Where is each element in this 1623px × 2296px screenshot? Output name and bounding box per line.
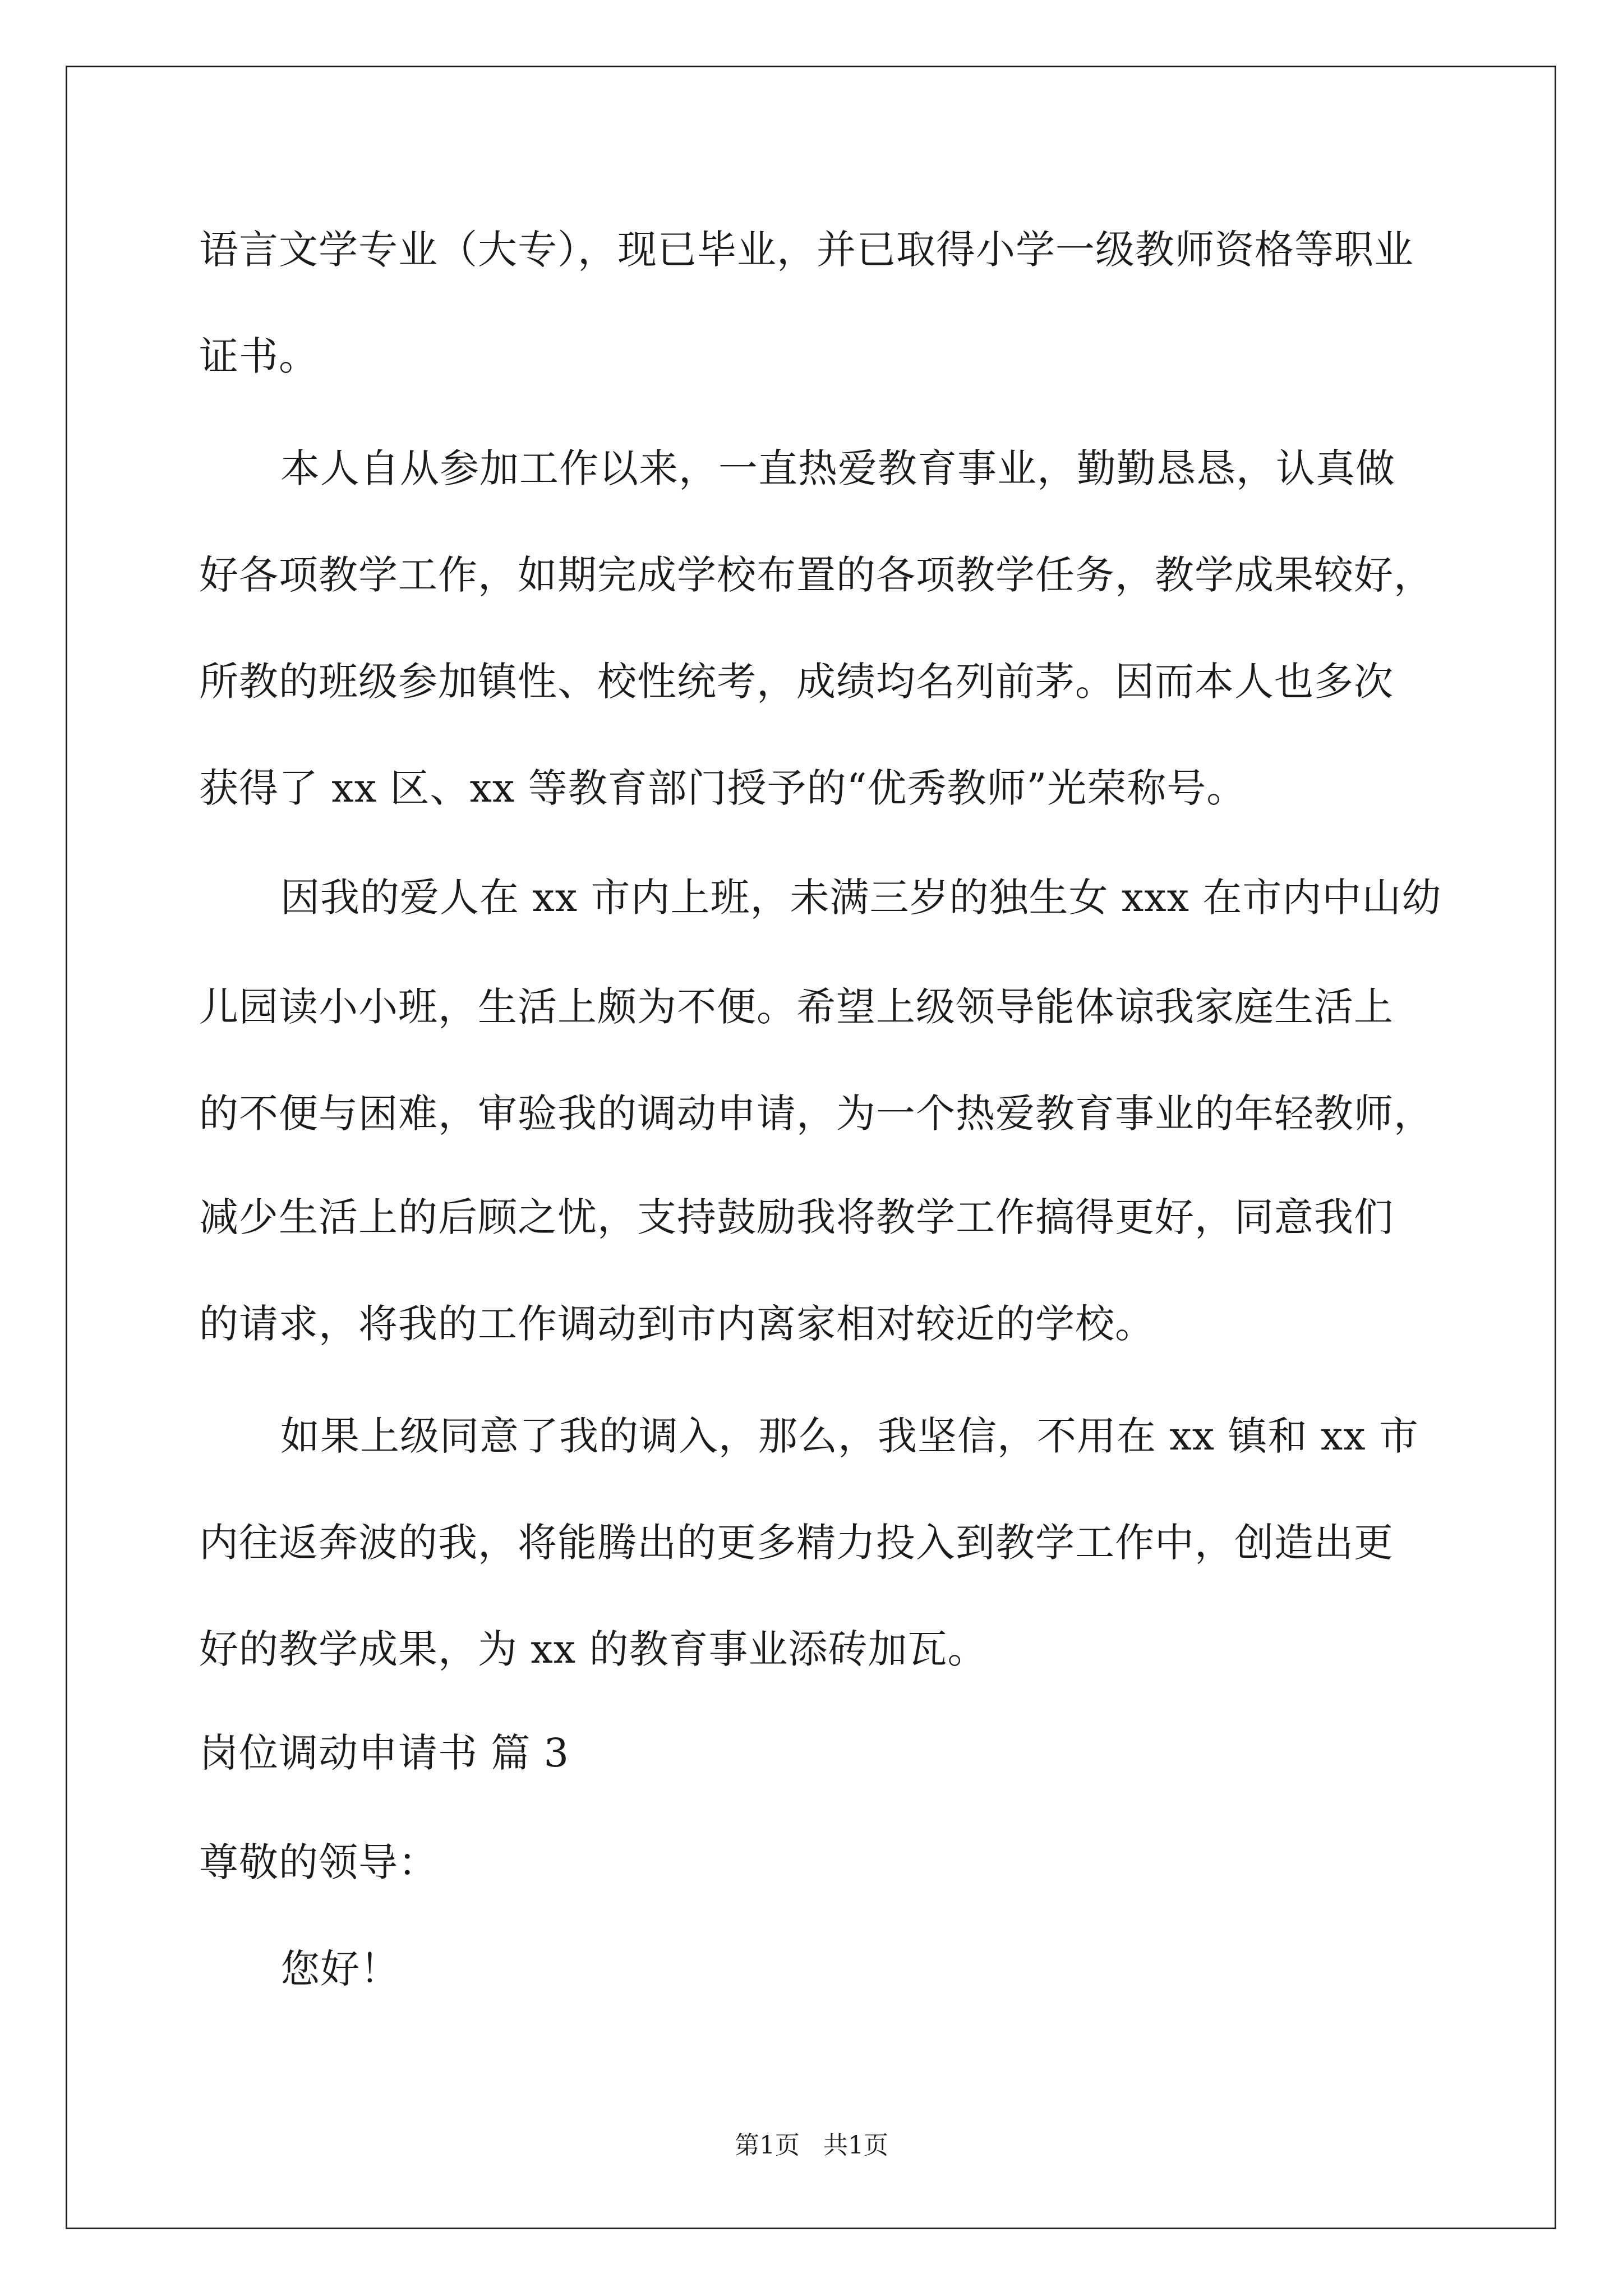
text-line: 儿园读小小班，生活上颇为不便。希望上级领导能体谅我家庭生活上 xyxy=(199,984,1394,1030)
page-footer: 第1页 共1页 xyxy=(735,2131,888,2160)
text-line: 证书。 xyxy=(199,333,319,379)
text-line: 好各项教学工作，如期完成学校布置的各项教学任务，教学成果较好， xyxy=(199,552,1433,598)
text-line: 本人自从参加工作以来，一直热爱教育事业，勤勤恳恳，认真做 xyxy=(280,445,1395,491)
text-line: 内往返奔波的我，将能腾出的更多精力投入到教学工作中，创造出更 xyxy=(199,1520,1394,1566)
greeting: 您好！ xyxy=(280,1946,400,1992)
text-line: 如果上级同意了我的调入，那么，我坚信，不用在 xx 镇和 xx 市 xyxy=(280,1413,1419,1459)
text-line: 语言文学专业（大专），现已毕业，并已取得小学一级教师资格等职业 xyxy=(199,227,1414,273)
text-line: 获得了 xx 区、xx 等教育部门授予的“优秀教师”光荣称号。 xyxy=(199,765,1247,811)
text-line: 所教的班级参加镇性、校性统考，成绩均名列前茅。因而本人也多次 xyxy=(199,659,1394,705)
text-line: 减少生活上的后顾之忧，支持鼓励我将教学工作搞得更好，同意我们 xyxy=(199,1194,1394,1240)
page-border xyxy=(66,66,1556,2229)
text-line: 因我的爱人在 xx 市内上班，未满三岁的独生女 xxx 在市内中山幼 xyxy=(280,875,1442,921)
salutation: 尊敬的领导： xyxy=(199,1839,438,1885)
section-heading: 岗位调动申请书 篇 3 xyxy=(199,1730,570,1776)
text-line: 好的教学成果，为 xx 的教育事业添砖加瓦。 xyxy=(199,1626,988,1672)
text-line: 的不便与困难，审验我的调动申请，为一个热爱教育事业的年轻教师， xyxy=(199,1091,1433,1137)
text-line: 的请求，将我的工作调动到市内离家相对较近的学校。 xyxy=(199,1301,1155,1347)
